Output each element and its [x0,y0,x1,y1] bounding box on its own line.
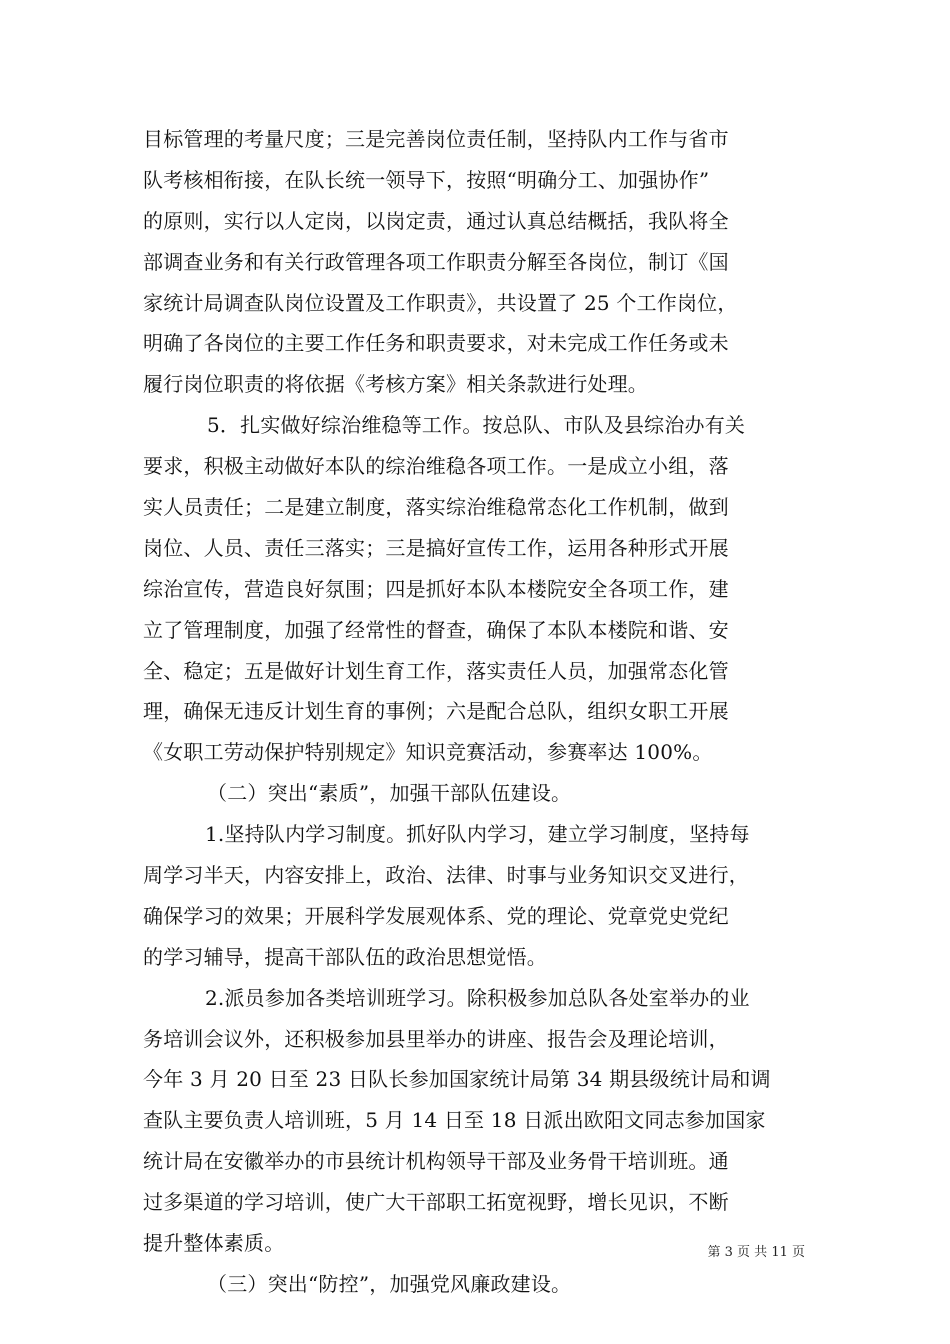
text-line: 查队主要负责人培训班，5 月 14 日至 18 日派出欧阳文同志参加国家 [143,1108,766,1133]
text-line: 统计局在安徽举办的市县统计机构领导干部及业务骨干培训班。通 [143,1149,729,1174]
text-line: 部调查业务和有关行政管理各项工作职责分解至各岗位，制订《国 [143,249,729,274]
section-heading: （三）突出“防控”，加强党风廉政建设。 [207,1271,572,1296]
text-line: 立了管理制度，加强了经常性的督查，确保了本队本楼院和谐、安 [143,617,729,642]
page-number: 第 3 页 共 11 页 [707,1245,805,1260]
text-line: 要求，积极主动做好本队的综治维稳各项工作。一是成立小组，落 [143,454,729,479]
text-line: 过多渠道的学习培训，使广大干部职工拓宽视野，增长见识，不断 [143,1190,729,1215]
text-line: 队考核相衔接，在队长统一领导下，按照“明确分工、加强协作” [143,167,710,192]
text-line: 《女职工劳动保护特别规定》知识竞赛活动，参赛率达 100%。 [143,740,713,765]
text-line: 家统计局调查队岗位设置及工作职责》，共设置了 25 个工作岗位， [143,290,738,315]
text-line: 实人员责任；二是建立制度，落实综治维稳常态化工作机制，做到 [143,495,729,520]
text-line: 提升整体素质。 [143,1231,285,1256]
text-line: 务培训会议外，还积极参加县里举办的讲座、报告会及理论培训， [143,1026,729,1051]
text-line: 明确了各岗位的主要工作任务和职责要求，对未完成工作任务或未 [143,331,729,356]
text-line: 的学习辅导，提高干部队伍的政治思想觉悟。 [143,944,547,969]
text-line: 的原则，实行以人定岗，以岗定责，通过认真总结概括，我队将全 [143,208,729,233]
paragraph-start-line: 2.派员参加各类培训班学习。除积极参加总队各处室举办的业 [205,985,750,1010]
text-line: 今年 3 月 20 日至 23 日队长参加国家统计局第 34 期县级统计局和调 [143,1067,771,1092]
text-line: 确保学习的效果；开展科学发展观体系、党的理论、党章党史党纪 [143,903,729,928]
paragraph-start-line: 1.坚持队内学习制度。抓好队内学习，建立学习制度，坚持每 [205,822,750,847]
text-line: 岗位、人员、责任三落实；三是搞好宣传工作，运用各种形式开展 [143,535,729,560]
text-line: 履行岗位职责的将依据《考核方案》相关条款进行处理。 [143,372,648,397]
text-line: 综治宣传，营造良好氛围；四是抓好本队本楼院安全各项工作，建 [143,576,729,601]
text-line: 周学习半天，内容安排上，政治、法律、时事与业务知识交叉进行， [143,863,749,888]
text-line: 理，确保无违反计划生育的事例；六是配合总队，组织女职工开展 [143,699,729,724]
paragraph-start-line: 5．扎实做好综治维稳等工作。按总队、市队及县综治办有关 [207,413,746,438]
text-line: 全、稳定；五是做好计划生育工作，落实责任人员，加强常态化管 [143,658,729,683]
text-line: 目标管理的考量尺度；三是完善岗位责任制，坚持队内工作与省市 [143,127,729,151]
section-heading: （二）突出“素质”，加强干部队伍建设。 [207,781,572,806]
body-text [143,119,815,1305]
